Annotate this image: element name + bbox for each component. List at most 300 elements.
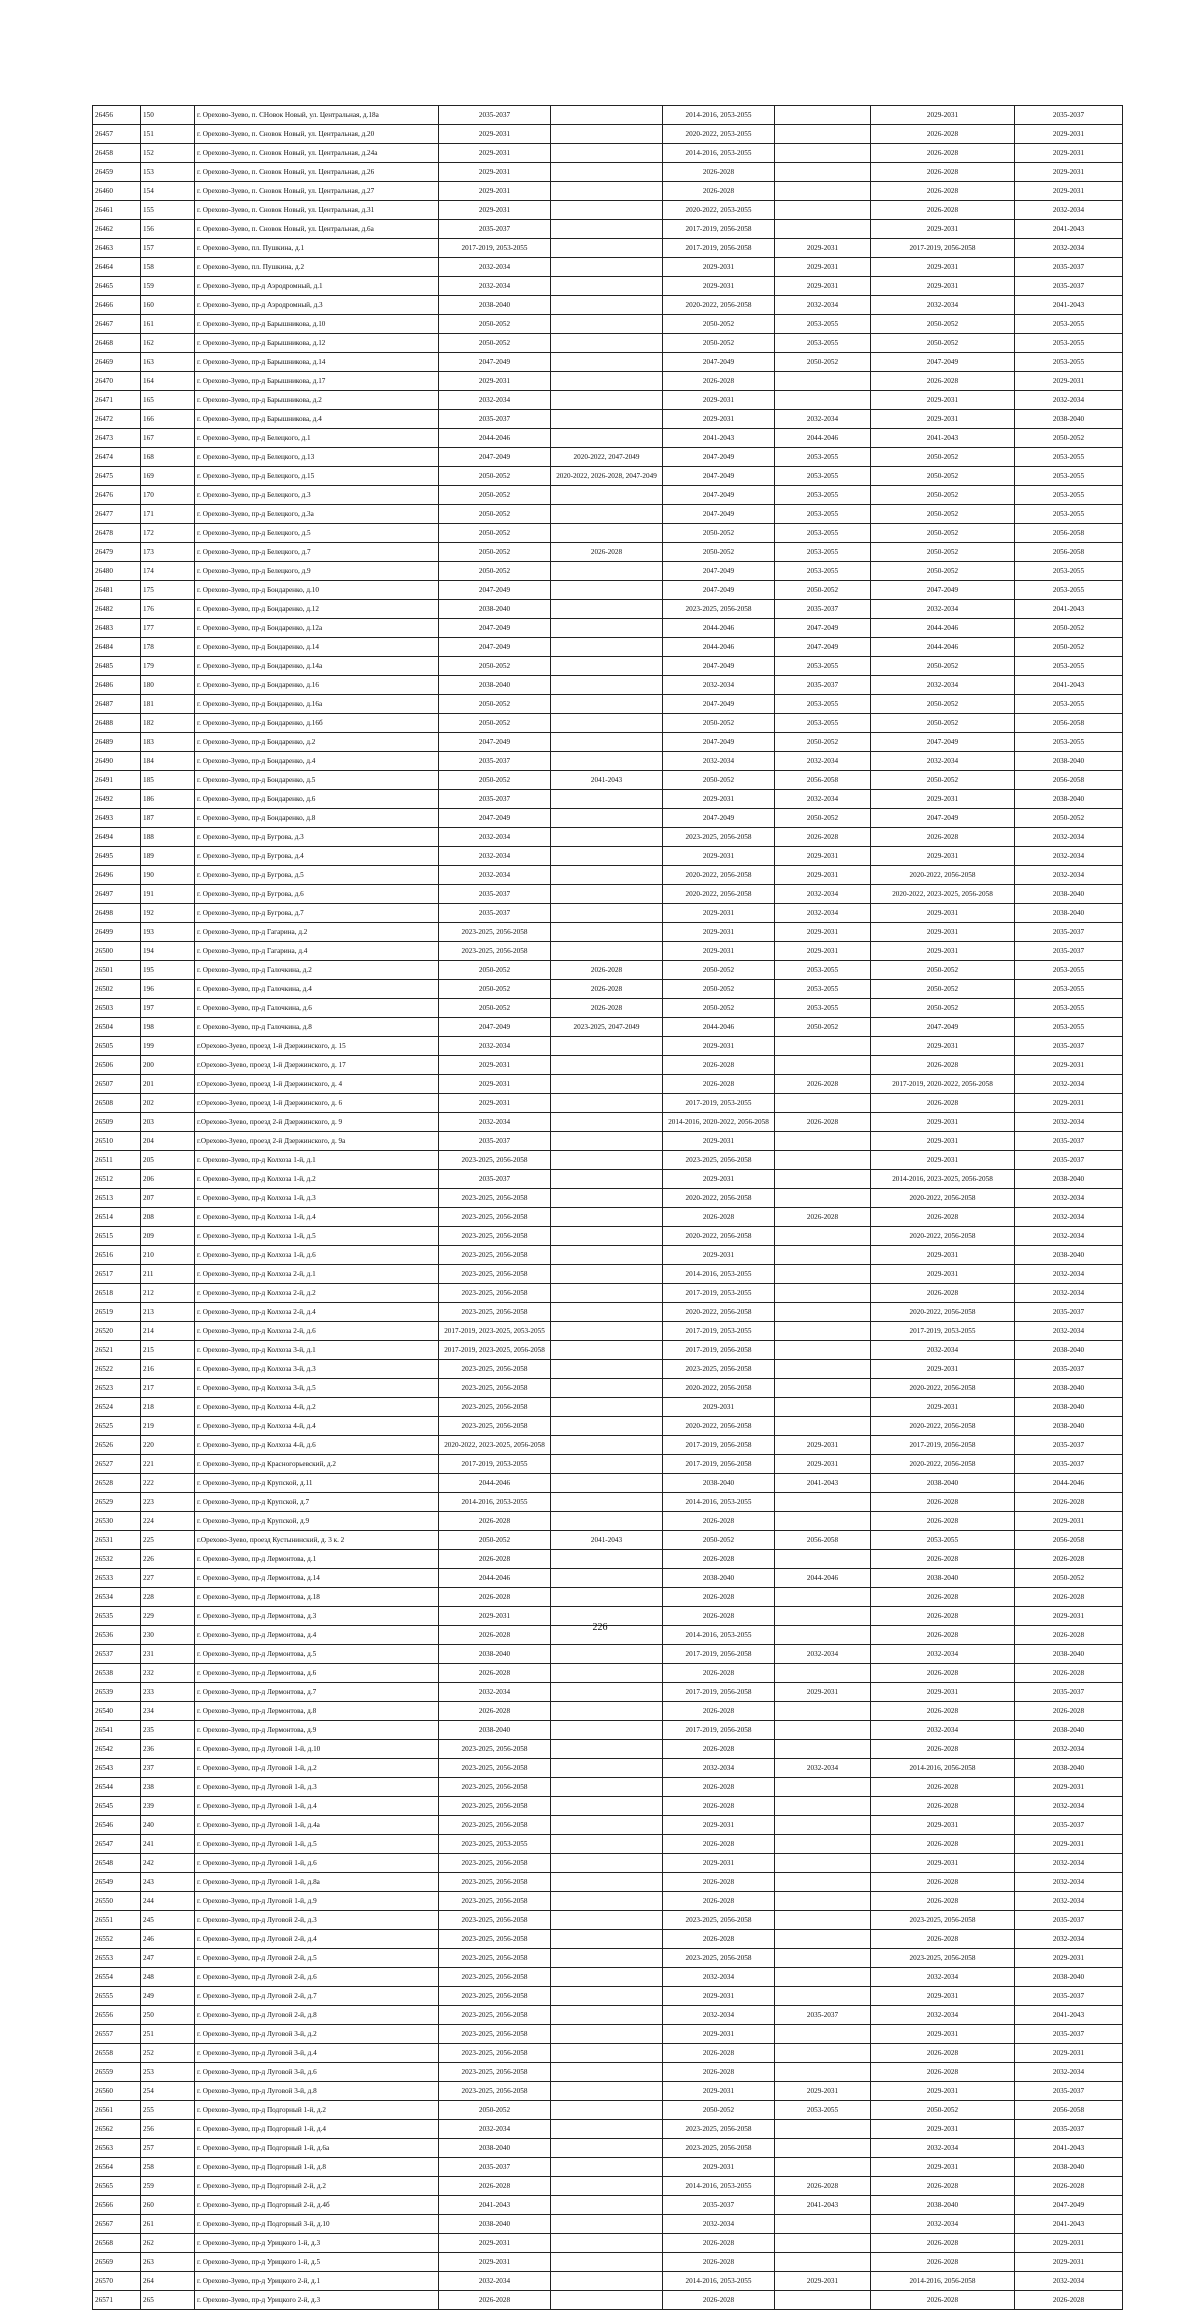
cell-period-6: 2035-2037 — [1015, 2025, 1123, 2044]
cell-period-4 — [775, 1930, 871, 1949]
cell-address: г. Орехово-Зуево, пр-д Луговой 2-й, д.7 — [195, 1987, 439, 2006]
cell-row-number: 163 — [141, 353, 195, 372]
cell-period-5: 2032-2034 — [871, 676, 1015, 695]
table-row — [93, 315, 1123, 334]
cell-period-6: 2029-2031 — [1015, 1512, 1123, 1531]
cell-period-2 — [551, 2044, 663, 2063]
cell-period-3: 2014-2016, 2020-2022, 2056-2058 — [663, 1113, 775, 1132]
cell-row-id: 26498 — [93, 904, 141, 923]
cell-row-number: 257 — [141, 2139, 195, 2158]
cell-period-2 — [551, 2139, 663, 2158]
cell-address: г. Орехово-Зуево, пр-д Колхоза 1-й, д.6 — [195, 1246, 439, 1265]
cell-row-id: 26480 — [93, 562, 141, 581]
cell-period-4 — [775, 1341, 871, 1360]
cell-period-2 — [551, 2291, 663, 2310]
cell-address: г. Орехово-Зуево, пр-д Луговой 2-й, д.3 — [195, 1911, 439, 1930]
cell-period-1: 2029-2031 — [439, 1075, 551, 1094]
cell-period-5: 2050-2052 — [871, 448, 1015, 467]
cell-period-4: 2029-2031 — [775, 277, 871, 296]
cell-period-2 — [551, 904, 663, 923]
cell-period-6: 2032-2034 — [1015, 1284, 1123, 1303]
cell-period-5: 2029-2031 — [871, 1816, 1015, 1835]
cell-period-4 — [775, 2044, 871, 2063]
cell-row-id: 26546 — [93, 1816, 141, 1835]
cell-period-3: 2014-2016, 2053-2055 — [663, 2272, 775, 2291]
cell-period-5: 2020-2022, 2056-2058 — [871, 1417, 1015, 1436]
cell-period-3: 2014-2016, 2053-2055 — [663, 1265, 775, 1284]
table-row — [93, 828, 1123, 847]
cell-row-number: 207 — [141, 1189, 195, 1208]
cell-period-3: 2014-2016, 2053-2055 — [663, 106, 775, 125]
cell-period-3: 2017-2019, 2053-2055 — [663, 1094, 775, 1113]
cell-period-6: 2053-2055 — [1015, 353, 1123, 372]
cell-period-4 — [775, 2139, 871, 2158]
cell-period-6: 2056-2058 — [1015, 543, 1123, 562]
table-row — [93, 2101, 1123, 2120]
cell-address: г. Орехово-Зуево, пр-д Подгорный 1-й, д.2 — [195, 2101, 439, 2120]
cell-row-id: 26522 — [93, 1360, 141, 1379]
cell-period-2 — [551, 1398, 663, 1417]
cell-row-number: 223 — [141, 1493, 195, 1512]
cell-period-1: 2029-2031 — [439, 372, 551, 391]
cell-row-id: 26532 — [93, 1550, 141, 1569]
cell-row-number: 159 — [141, 277, 195, 296]
cell-period-4 — [775, 2063, 871, 2082]
cell-period-2 — [551, 372, 663, 391]
cell-period-6: 2038-2040 — [1015, 752, 1123, 771]
cell-row-number: 203 — [141, 1113, 195, 1132]
cell-row-id: 26525 — [93, 1417, 141, 1436]
cell-period-2 — [551, 581, 663, 600]
cell-period-3: 2023-2025, 2056-2058 — [663, 600, 775, 619]
cell-period-6: 2053-2055 — [1015, 657, 1123, 676]
cell-period-1: 2047-2049 — [439, 733, 551, 752]
cell-period-4 — [775, 1987, 871, 2006]
cell-period-6: 2035-2037 — [1015, 1816, 1123, 1835]
cell-address: г. Орехово-Зуево, п. Сновок Новый, ул. Центральная, д.31 — [195, 201, 439, 220]
cell-address: г. Орехово-Зуево, пр-д Барышникова, д.4 — [195, 410, 439, 429]
cell-period-4: 2026-2028 — [775, 2177, 871, 2196]
cell-period-5: 2029-2031 — [871, 2025, 1015, 2044]
cell-period-1: 2023-2025, 2056-2058 — [439, 2082, 551, 2101]
cell-row-id: 26477 — [93, 505, 141, 524]
cell-period-5: 2017-2019, 2056-2058 — [871, 239, 1015, 258]
cell-address: г. Орехово-Зуево, пр-д Бондаренко, д.14а — [195, 657, 439, 676]
cell-address: г. Орехово-Зуево, пр-д Колхоза 1-й, д.1 — [195, 1151, 439, 1170]
table-row — [93, 1417, 1123, 1436]
cell-period-2 — [551, 809, 663, 828]
cell-period-6: 2035-2037 — [1015, 1151, 1123, 1170]
cell-period-1: 2023-2025, 2056-2058 — [439, 1227, 551, 1246]
cell-period-6: 2038-2040 — [1015, 885, 1123, 904]
page-number: 226 — [592, 1622, 608, 1633]
cell-period-3: 2026-2028 — [663, 1588, 775, 1607]
table-row — [93, 353, 1123, 372]
cell-period-2 — [551, 790, 663, 809]
cell-address: г. Орехово-Зуево, пр-д Бондаренко, д.10 — [195, 581, 439, 600]
cell-period-6: 2029-2031 — [1015, 1094, 1123, 1113]
cell-address: г. Орехово-Зуево, пр-д Лермонтова, д.1 — [195, 1550, 439, 1569]
cell-period-6: 2032-2034 — [1015, 866, 1123, 885]
cell-period-5: 2029-2031 — [871, 2158, 1015, 2177]
cell-period-1: 2029-2031 — [439, 2253, 551, 2272]
cell-period-3: 2026-2028 — [663, 1892, 775, 1911]
cell-row-number: 176 — [141, 600, 195, 619]
cell-row-id: 26470 — [93, 372, 141, 391]
cell-period-5: 2047-2049 — [871, 809, 1015, 828]
cell-period-3: 2050-2052 — [663, 524, 775, 543]
cell-period-2 — [551, 676, 663, 695]
cell-row-number: 162 — [141, 334, 195, 353]
cell-period-1: 2029-2031 — [439, 1607, 551, 1626]
cell-period-1: 2029-2031 — [439, 182, 551, 201]
table-row — [93, 1303, 1123, 1322]
cell-period-1: 2023-2025, 2056-2058 — [439, 923, 551, 942]
table-row — [93, 600, 1123, 619]
cell-period-4: 2050-2052 — [775, 581, 871, 600]
cell-period-4 — [775, 1227, 871, 1246]
cell-period-5: 2032-2034 — [871, 1968, 1015, 1987]
cell-period-4 — [775, 1854, 871, 1873]
cell-period-4: 2026-2028 — [775, 1113, 871, 1132]
cell-period-5: 2029-2031 — [871, 1987, 1015, 2006]
cell-row-id: 26559 — [93, 2063, 141, 2082]
cell-period-5: 2020-2022, 2056-2058 — [871, 1379, 1015, 1398]
cell-period-2 — [551, 1455, 663, 1474]
cell-period-1: 2026-2028 — [439, 1702, 551, 1721]
cell-period-3: 2020-2022, 2056-2058 — [663, 885, 775, 904]
cell-row-number: 215 — [141, 1341, 195, 1360]
cell-address: г. Орехово-Зуево, пр-д Колхоза 2-й, д.1 — [195, 1265, 439, 1284]
cell-address: г. Орехово-Зуево, пр-д Белецкого, д.15 — [195, 467, 439, 486]
cell-period-4 — [775, 2234, 871, 2253]
table-row — [93, 1740, 1123, 1759]
table-row — [93, 2082, 1123, 2101]
table-row — [93, 1930, 1123, 1949]
cell-period-6: 2038-2040 — [1015, 790, 1123, 809]
cell-period-6: 2032-2034 — [1015, 1322, 1123, 1341]
cell-period-2 — [551, 391, 663, 410]
cell-period-5: 2029-2031 — [871, 790, 1015, 809]
cell-address: г. Орехово-Зуево, п. Сновок Новый, ул. Центральная, д.27 — [195, 182, 439, 201]
cell-period-4: 2050-2052 — [775, 353, 871, 372]
cell-row-number: 218 — [141, 1398, 195, 1417]
cell-period-5: 2050-2052 — [871, 771, 1015, 790]
cell-period-6: 2029-2031 — [1015, 1778, 1123, 1797]
cell-period-2 — [551, 2177, 663, 2196]
cell-period-5: 2047-2049 — [871, 353, 1015, 372]
cell-period-1: 2023-2025, 2056-2058 — [439, 942, 551, 961]
cell-period-5: 2026-2028 — [871, 372, 1015, 391]
cell-address: г. Орехово-Зуево, пр-д Бондаренко, д.16б — [195, 714, 439, 733]
cell-address: г. Орехово-Зуево, пр-д Галочкина, д.4 — [195, 980, 439, 999]
cell-period-3: 2017-2019, 2056-2058 — [663, 1645, 775, 1664]
cell-period-1: 2035-2037 — [439, 1132, 551, 1151]
cell-period-3: 2023-2025, 2056-2058 — [663, 1360, 775, 1379]
cell-period-2 — [551, 315, 663, 334]
cell-period-6: 2035-2037 — [1015, 1683, 1123, 1702]
cell-period-3: 2026-2028 — [663, 1550, 775, 1569]
cell-row-id: 26476 — [93, 486, 141, 505]
cell-period-6: 2038-2040 — [1015, 1759, 1123, 1778]
cell-period-1: 2047-2049 — [439, 638, 551, 657]
cell-period-2 — [551, 657, 663, 676]
cell-address: г. Орехово-Зуево, пр-д Колхоза 3-й, д.3 — [195, 1360, 439, 1379]
cell-period-3: 2029-2031 — [663, 258, 775, 277]
cell-row-id: 26568 — [93, 2234, 141, 2253]
cell-period-3: 2047-2049 — [663, 486, 775, 505]
cell-period-4: 2035-2037 — [775, 676, 871, 695]
cell-period-2 — [551, 220, 663, 239]
cell-period-1: 2023-2025, 2056-2058 — [439, 1949, 551, 1968]
cell-period-6: 2041-2043 — [1015, 600, 1123, 619]
cell-period-6: 2035-2037 — [1015, 2082, 1123, 2101]
table-row — [93, 2063, 1123, 2082]
cell-period-5: 2038-2040 — [871, 1474, 1015, 1493]
cell-row-id: 26537 — [93, 1645, 141, 1664]
cell-row-id: 26475 — [93, 467, 141, 486]
cell-row-id: 26538 — [93, 1664, 141, 1683]
cell-row-id: 26459 — [93, 163, 141, 182]
cell-period-2: 2026-2028 — [551, 980, 663, 999]
cell-address: г. Орехово-Зуево, пр-д Колхоза 1-й, д.5 — [195, 1227, 439, 1246]
cell-row-number: 154 — [141, 182, 195, 201]
cell-period-6: 2032-2034 — [1015, 1873, 1123, 1892]
cell-row-number: 256 — [141, 2120, 195, 2139]
cell-period-3: 2026-2028 — [663, 1607, 775, 1626]
cell-row-id: 26490 — [93, 752, 141, 771]
table-row — [93, 961, 1123, 980]
cell-period-3: 2026-2028 — [663, 182, 775, 201]
cell-address: г. Орехово-Зуево, пр-д Крупской, д.9 — [195, 1512, 439, 1531]
cell-period-5: 2026-2028 — [871, 1892, 1015, 1911]
cell-period-6: 2032-2034 — [1015, 391, 1123, 410]
cell-row-id: 26491 — [93, 771, 141, 790]
cell-period-4: 2047-2049 — [775, 619, 871, 638]
cell-period-3: 2047-2049 — [663, 353, 775, 372]
cell-row-number: 217 — [141, 1379, 195, 1398]
cell-row-id: 26512 — [93, 1170, 141, 1189]
cell-row-number: 224 — [141, 1512, 195, 1531]
cell-row-number: 190 — [141, 866, 195, 885]
cell-period-6: 2053-2055 — [1015, 980, 1123, 999]
cell-row-id: 26567 — [93, 2215, 141, 2234]
cell-period-2 — [551, 619, 663, 638]
cell-period-5: 2026-2028 — [871, 2177, 1015, 2196]
cell-address: г. Орехово-Зуево, пр-д Луговой 3-й, д.8 — [195, 2082, 439, 2101]
cell-period-4 — [775, 2291, 871, 2310]
cell-period-3: 2026-2028 — [663, 1930, 775, 1949]
cell-address: г. Орехово-Зуево, пр-д Бондаренко, д.8 — [195, 809, 439, 828]
cell-period-5: 2050-2052 — [871, 657, 1015, 676]
cell-period-3: 2029-2031 — [663, 923, 775, 942]
cell-row-id: 26509 — [93, 1113, 141, 1132]
cell-row-id: 26495 — [93, 847, 141, 866]
cell-period-6: 2032-2034 — [1015, 1208, 1123, 1227]
cell-period-6: 2041-2043 — [1015, 2006, 1123, 2025]
cell-period-6: 2032-2034 — [1015, 1930, 1123, 1949]
cell-period-4 — [775, 1664, 871, 1683]
cell-period-6: 2032-2034 — [1015, 1854, 1123, 1873]
cell-period-1: 2023-2025, 2056-2058 — [439, 1208, 551, 1227]
cell-row-id: 26514 — [93, 1208, 141, 1227]
table-row — [93, 2177, 1123, 2196]
table-row — [93, 1132, 1123, 1151]
cell-period-5: 2026-2028 — [871, 1873, 1015, 1892]
table-row — [93, 1227, 1123, 1246]
cell-address: г. Орехово-Зуево, п. Сновок Новый, ул. Центральная, д.26 — [195, 163, 439, 182]
cell-row-number: 227 — [141, 1569, 195, 1588]
cell-period-1: 2032-2034 — [439, 1113, 551, 1132]
cell-period-6: 2032-2034 — [1015, 1227, 1123, 1246]
cell-row-id: 26492 — [93, 790, 141, 809]
cell-period-3: 2017-2019, 2056-2058 — [663, 1436, 775, 1455]
cell-period-2: 2041-2043 — [551, 1531, 663, 1550]
cell-address: г. Орехово-Зуево, пр-д Лермонтова, д.5 — [195, 1645, 439, 1664]
table-row — [93, 1588, 1123, 1607]
cell-row-number: 199 — [141, 1037, 195, 1056]
cell-period-1: 2023-2025, 2056-2058 — [439, 2044, 551, 2063]
cell-period-4 — [775, 182, 871, 201]
cell-period-5: 2050-2052 — [871, 486, 1015, 505]
cell-period-1: 2017-2019, 2023-2025, 2056-2058 — [439, 1341, 551, 1360]
cell-period-2 — [551, 163, 663, 182]
cell-row-number: 248 — [141, 1968, 195, 1987]
cell-address: г.Орехово-Зуево, проезд 1-й Дзержинского, д. 4 — [195, 1075, 439, 1094]
cell-address: г. Орехово-Зуево, пр-д Урицкого 2-й, д.1 — [195, 2272, 439, 2291]
cell-row-id: 26504 — [93, 1018, 141, 1037]
cell-period-3: 2044-2046 — [663, 619, 775, 638]
cell-period-4: 2032-2034 — [775, 296, 871, 315]
cell-period-2 — [551, 1094, 663, 1113]
cell-period-2 — [551, 505, 663, 524]
cell-period-4: 2026-2028 — [775, 1075, 871, 1094]
cell-period-4 — [775, 1550, 871, 1569]
cell-period-4: 2053-2055 — [775, 562, 871, 581]
cell-period-3: 2026-2028 — [663, 1702, 775, 1721]
cell-row-id: 26520 — [93, 1322, 141, 1341]
cell-row-id: 26570 — [93, 2272, 141, 2291]
cell-period-5: 2050-2052 — [871, 315, 1015, 334]
cell-period-2 — [551, 353, 663, 372]
cell-period-2 — [551, 1512, 663, 1531]
cell-period-4: 2053-2055 — [775, 315, 871, 334]
cell-period-5: 2053-2055 — [871, 1531, 1015, 1550]
cell-period-4: 2032-2034 — [775, 410, 871, 429]
cell-address: г. Орехово-Зуево, пр-д Бугрова, д.7 — [195, 904, 439, 923]
cell-period-2 — [551, 1189, 663, 1208]
cell-period-3: 2026-2028 — [663, 1873, 775, 1892]
cell-period-5: 2029-2031 — [871, 1360, 1015, 1379]
cell-row-id: 26482 — [93, 600, 141, 619]
cell-period-3: 2029-2031 — [663, 1037, 775, 1056]
cell-period-4 — [775, 1968, 871, 1987]
cell-row-id: 26466 — [93, 296, 141, 315]
cell-period-2: 2023-2025, 2047-2049 — [551, 1018, 663, 1037]
cell-period-5: 2038-2040 — [871, 1569, 1015, 1588]
cell-address: г. Орехово-Зуево, пр-д Лермонтова, д.7 — [195, 1683, 439, 1702]
cell-period-5: 2029-2031 — [871, 2082, 1015, 2101]
cell-period-4: 2029-2031 — [775, 847, 871, 866]
cell-period-2 — [551, 2082, 663, 2101]
table-row — [93, 1398, 1123, 1417]
cell-period-1: 2023-2025, 2053-2055 — [439, 1835, 551, 1854]
cell-period-2 — [551, 1588, 663, 1607]
cell-period-5: 2032-2034 — [871, 752, 1015, 771]
cell-row-number: 195 — [141, 961, 195, 980]
cell-period-1: 2044-2046 — [439, 429, 551, 448]
table-row — [93, 1056, 1123, 1075]
cell-period-2 — [551, 1208, 663, 1227]
cell-row-id: 26563 — [93, 2139, 141, 2158]
cell-period-4 — [775, 1892, 871, 1911]
cell-period-3: 2017-2019, 2056-2058 — [663, 1683, 775, 1702]
cell-period-1: 2050-2052 — [439, 961, 551, 980]
cell-address: г. Орехово-Зуево, пр-д Подгорный 2-й, д.2 — [195, 2177, 439, 2196]
cell-row-number: 244 — [141, 1892, 195, 1911]
cell-period-3: 2020-2022, 2053-2055 — [663, 125, 775, 144]
cell-period-6: 2032-2034 — [1015, 2272, 1123, 2291]
cell-address: г. Орехово-Зуево, пр-д Белецкого, д.1 — [195, 429, 439, 448]
cell-period-2 — [551, 2253, 663, 2272]
cell-row-id: 26497 — [93, 885, 141, 904]
table-row — [93, 581, 1123, 600]
cell-period-6: 2035-2037 — [1015, 2120, 1123, 2139]
cell-period-4: 2044-2046 — [775, 429, 871, 448]
cell-period-3: 2014-2016, 2053-2055 — [663, 2177, 775, 2196]
cell-row-id: 26487 — [93, 695, 141, 714]
cell-period-5: 2050-2052 — [871, 524, 1015, 543]
cell-period-1: 2023-2025, 2056-2058 — [439, 1968, 551, 1987]
table-row — [93, 1436, 1123, 1455]
cell-row-number: 202 — [141, 1094, 195, 1113]
cell-row-number: 181 — [141, 695, 195, 714]
cell-period-5: 2029-2031 — [871, 2120, 1015, 2139]
cell-period-1: 2026-2028 — [439, 1512, 551, 1531]
cell-address: г. Орехово-Зуево, пр-д Колхоза 4-й, д.2 — [195, 1398, 439, 1417]
cell-period-3: 2023-2025, 2056-2058 — [663, 1151, 775, 1170]
cell-address: г. Орехово-Зуево, пр-д Луговой 3-й, д.2 — [195, 2025, 439, 2044]
cell-address: г. Орехово-Зуево, пр-д Барышникова, д.2 — [195, 391, 439, 410]
cell-period-3: 2050-2052 — [663, 714, 775, 733]
cell-address: г. Орехово-Зуево, пр-д Лермонтова, д.9 — [195, 1721, 439, 1740]
cell-row-id: 26562 — [93, 2120, 141, 2139]
cell-row-id: 26472 — [93, 410, 141, 429]
cell-period-5: 2050-2052 — [871, 2101, 1015, 2120]
cell-period-3: 2029-2031 — [663, 2025, 775, 2044]
cell-period-6: 2038-2040 — [1015, 1170, 1123, 1189]
cell-period-4 — [775, 1512, 871, 1531]
table-row — [93, 144, 1123, 163]
table-row — [93, 657, 1123, 676]
cell-row-number: 241 — [141, 1835, 195, 1854]
cell-row-number: 213 — [141, 1303, 195, 1322]
cell-row-number: 172 — [141, 524, 195, 543]
cell-period-6: 2041-2043 — [1015, 676, 1123, 695]
cell-period-6: 2053-2055 — [1015, 999, 1123, 1018]
cell-address: г. Орехово-Зуево, пр-д Гагарина, д.2 — [195, 923, 439, 942]
cell-period-1: 2023-2025, 2056-2058 — [439, 1189, 551, 1208]
cell-period-6: 2032-2034 — [1015, 1892, 1123, 1911]
cell-period-2 — [551, 410, 663, 429]
cell-period-4: 2032-2034 — [775, 790, 871, 809]
cell-row-id: 26529 — [93, 1493, 141, 1512]
table-row — [93, 1683, 1123, 1702]
cell-period-2 — [551, 1550, 663, 1569]
cell-row-id: 26527 — [93, 1455, 141, 1474]
cell-period-1: 2050-2052 — [439, 315, 551, 334]
table-row — [93, 2139, 1123, 2158]
